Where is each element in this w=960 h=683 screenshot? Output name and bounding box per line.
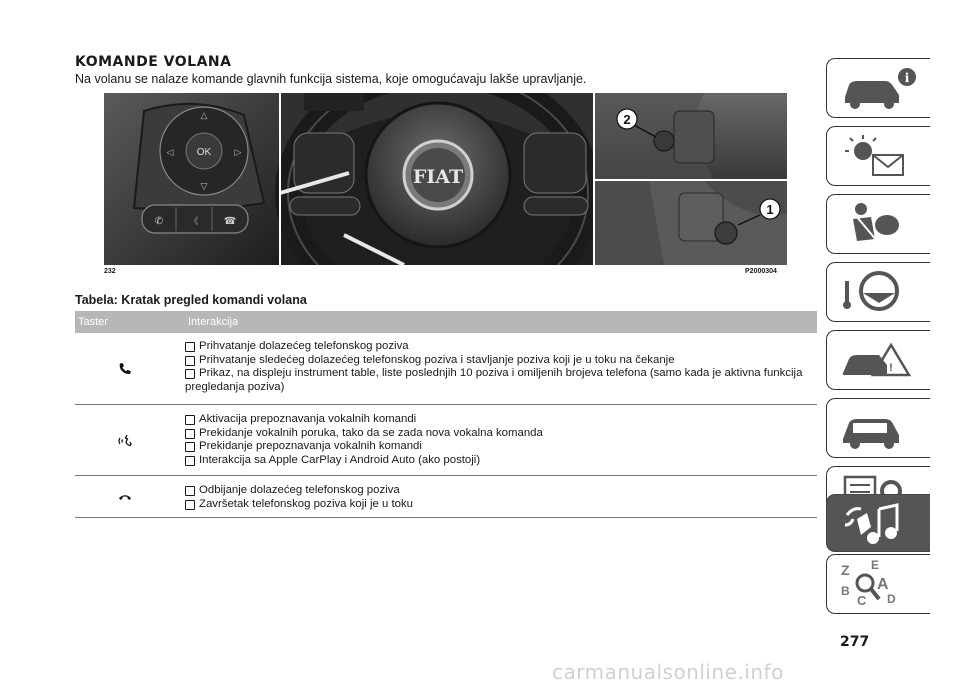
figure-illustration <box>104 93 787 265</box>
watermark: carmanualsonline.info <box>552 660 784 683</box>
airbag-safety-icon <box>827 195 927 253</box>
svg-text:i: i <box>904 71 910 85</box>
svg-text:◁: ◁ <box>166 147 174 157</box>
svg-text:▷: ▷ <box>234 147 242 157</box>
car-maintenance-icon <box>827 399 927 457</box>
index-letter: B <box>841 584 850 598</box>
voice-command-icon <box>117 434 133 448</box>
tab-car-info[interactable] <box>826 58 930 118</box>
tab-steering-start[interactable] <box>826 262 930 322</box>
table-row <box>75 477 817 518</box>
list-item: Odbijanje dolazećeg telefonskog poziva <box>185 484 815 498</box>
list-item: Završetak telefonskog poziva koji je u toku <box>185 498 815 512</box>
fiat-logo-text: FIAT <box>412 166 464 188</box>
header-interakcija: Interakcija <box>188 316 239 328</box>
warning-lights-icon <box>827 127 927 185</box>
figure-code: P2000304 <box>745 268 777 275</box>
index-letter: D <box>887 592 896 606</box>
svg-text:!: ! <box>889 362 893 374</box>
table-title: Tabela: Kratak pregled komandi volana <box>75 293 307 307</box>
callout-2: 2 <box>623 112 631 127</box>
svg-text:△: △ <box>200 110 208 120</box>
list-item-continuation: pregledanja poziva) <box>185 380 285 393</box>
list-item: Prihvatanje dolazećeg telefonskog poziva <box>185 340 815 354</box>
index-letter: Z <box>841 562 850 578</box>
phone-answer-icon <box>118 362 132 376</box>
index-letter: C <box>857 593 867 608</box>
figure-number: 232 <box>104 268 116 275</box>
table-header <box>75 311 817 333</box>
list-item: Prikaz, na displeju instrument table, liste poslednjih 10 poziva i omiljenih brojeva telefona (samo kada je aktivna funkcija <box>185 367 815 381</box>
ok-button-label: OK <box>196 147 212 158</box>
header-taster: Taster <box>78 316 108 328</box>
index-letter: E <box>871 558 880 572</box>
tab-warning-lights[interactable] <box>826 126 930 186</box>
tab-emergency[interactable] <box>826 330 930 390</box>
svg-text:✆: ✆ <box>154 216 164 227</box>
svg-text:▽: ▽ <box>200 181 208 191</box>
steering-wheel-icon <box>827 263 927 321</box>
svg-text:《: 《 <box>189 216 199 226</box>
tab-multimedia[interactable] <box>826 494 930 552</box>
phone-hangup-icon <box>118 493 132 501</box>
list-item: Prekidanje vokalnih poruka, tako da se zada nova vokalna komanda <box>185 427 815 441</box>
tab-airbag-safety[interactable] <box>826 194 930 254</box>
list-item: Aktivacija prepoznavanja vokalnih komandi <box>185 413 815 427</box>
multimedia-icon <box>827 495 927 551</box>
intro-text: Na volanu se nalaze komande glavnih funkcija sistema, koje omogućavaju lakše upravljanje. <box>75 72 587 86</box>
car-info-icon <box>827 59 927 117</box>
emergency-icon <box>827 331 927 389</box>
steering-wheel-figure <box>104 93 787 265</box>
svg-text:☎: ☎ <box>223 216 237 227</box>
list-item: Interakcija sa Apple CarPlay i Android Auto (ako postoji) <box>185 454 815 468</box>
list-item: Prihvatanje sledećeg dolazećeg telefonskog poziva i stavljanje poziva koji je u toku na čekanje <box>185 354 815 368</box>
index-letter: A <box>877 576 889 593</box>
index-icon <box>827 555 927 613</box>
page-number: 277 <box>840 634 870 650</box>
table-row <box>75 333 817 405</box>
tab-maintenance[interactable] <box>826 398 930 458</box>
list-item: Prekidanje prepoznavanja vokalnih komandi <box>185 440 815 454</box>
table-row <box>75 406 817 476</box>
tab-index[interactable] <box>826 554 930 614</box>
callout-1: 1 <box>766 202 774 217</box>
section-heading: KOMANDE VOLANA <box>75 54 232 70</box>
